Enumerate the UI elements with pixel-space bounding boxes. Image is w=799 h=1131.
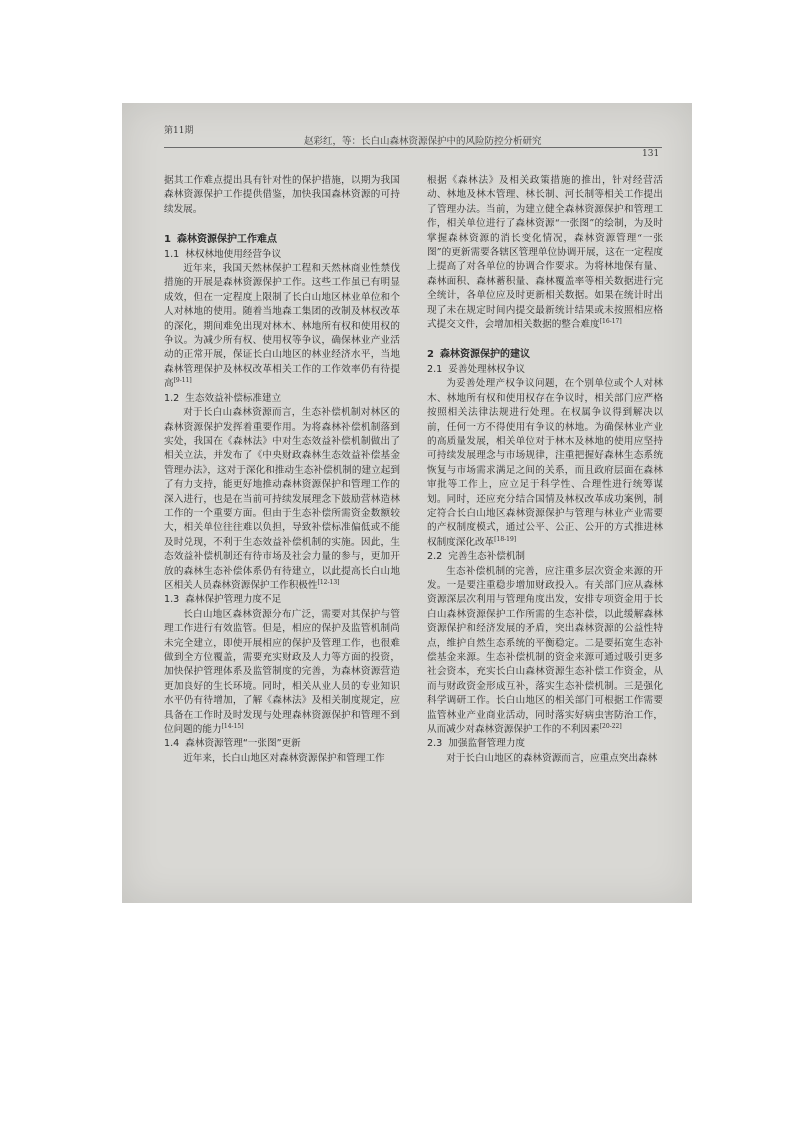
heading-text: 森林资源保护工作难点 [176,234,277,246]
spacer [164,217,400,229]
issue-label: 第11期 [164,126,194,136]
heading-number: 1.2 [164,392,180,404]
paragraph-text: 长白山地区森林资源分布广泛，需要对其保护与管理工作进行有效监管。但是，相应的保护及监管机制尚未完全建立，即使开展相应的保护及管理工作，也很难做到全方位覆盖，需要充实财政及人力等方面的投资，加快保护管理体系及监管制度的完善，为森林资源营造更加良好的生长环境。同时，相关从业人员的专业知识水平仍有待增加，了解《森林法》及相关制度规定，应具备在工作时及时发现与处理森林资源保护和管理不到位问题的能力 [164,608,400,736]
subsection-heading [427,737,663,751]
paragraph-text: 生态补偿机制的完善，应注重多层次资金来源的开发。一是要注重稳步增加财政投入。有关部门应从森林资源深层次利用与管理角度出发，安排专项资金用于长白山森林资源保护工作所需的生态补偿，以此缓解森林资源保护和经济发展的矛盾，突出森林资源的公益性特点，维护自然生态系统的平衡稳定。二是要拓宽生态补偿基金来源。生态补偿机制的资金来源可通过吸引更多社会资本，充实长白山森林资源生态补偿工作资金，从而与财政资金形成互补，落实生态补偿机制。三是强化科学调研工作。长白山地区的相关部门可根据工作需要监管林业产业商业活动，同时落实好病虫害防治工作，从而减少对森林资源保护工作的不利因素 [427,565,663,736]
heading-text: 森林保护管理力度不足 [185,594,282,606]
citation-ref: [9-11] [173,377,192,385]
section-heading [164,233,400,247]
scanned-page [122,103,692,903]
paragraph-text: 据其工作难点提出具有针对性的保护措施，以期为我国森林资源保护工作提供借鉴，加快我国森林资源的可持续发展。 [164,175,400,215]
body-paragraph [164,262,400,392]
header-rule [164,147,662,148]
heading-number: 1.1 [164,248,180,260]
heading-text: 妥善处理林权争议 [448,363,526,375]
heading-number: 2.1 [427,363,443,375]
citation-ref: [18-19] [494,535,517,543]
paragraph-text: 为妥善处理产权争议问题，在个别单位或个人对林木、林地所有权和使用权存在争议时，相关部门应严格按照相关法律法规进行处理。在权属争议得到解决以前，任何一方不得使用有争议的林地。为确保林业产业的高质量发展，相关单位对于林木及林地的使用应坚持可持续发展理念与市场规律，注重把握好森林生态系统恢复与市场需求满足之间的关系，而且政府层面在森林审批等工作上，应立足于科学性、合理性进行统筹谋划。同时，还应充分结合国情及林权改革成功案例，制定符合长白山地区森林资源保护与管理与林业产业需要的产权制度模式，通过公平、公正、公开的方式推进林权制度深化改革 [427,378,663,548]
paragraph-text: 近年来，我国天然林保护工程和天然林商业性禁伐措施的开展是森林资源保护工作。这些工作虽已有明显成效，但在一定程度上限制了长白山地区林业单位和个人对林地的使用。随着当地森工集团的改制及林权改革的深化，期间难免出现对林木、林地所有权和使用权的争议。为减少所有权、使用权等争议，确保林业产业活动的正常开展，保证长白山地区的林业经济水平，当地森林管理保护及林权改革相关工作的工作效率仍有待提高 [164,263,400,390]
body-paragraph [427,565,663,738]
citation-ref: [20-22] [599,723,622,731]
heading-number: 2.2 [427,551,443,563]
heading-number: 1 [164,234,171,246]
right-column [427,174,663,766]
body-paragraph [164,752,400,766]
body-paragraph [427,752,663,766]
heading-number: 2.3 [427,738,443,750]
heading-text: 生态效益补偿标准建立 [185,392,282,404]
left-column [164,174,400,766]
citation-ref: [16-17] [599,318,622,326]
paragraph-text: 近年来，长白山地区对森林资源保护和管理工作 [183,752,385,764]
subsection-heading [427,363,663,377]
subsection-heading [427,550,663,564]
heading-text: 森林资源保护的建议 [439,349,530,361]
body-paragraph [164,406,400,593]
subsection-heading [164,593,400,607]
body-paragraph [164,608,400,738]
running-title: 赵彩红，等：长白山森林资源保护中的风险防控分析研究 [304,136,542,147]
citation-ref: [14-15] [221,723,244,731]
heading-number: 1.3 [164,594,180,606]
section-heading [427,348,663,362]
body-paragraph [427,377,663,550]
subsection-heading [164,248,400,262]
heading-text: 林权林地使用经营争议 [185,248,282,260]
paragraph-text: 对于长白山地区的森林资源而言，应重点突出森林 [446,752,658,764]
paragraph-text: 对于长白山森林资源而言，生态补偿机制对林区的森林资源保护发挥着重要作用。为将森林补偿机制落到实处，我国在《森林法》中对生态效益补偿机制做出了相关立法，并发布了《中央财政森林生态效益补偿基金管理办法》，这对于深化和推动生态补偿机制的建立起到了有力支持，能更好地推动森林资源保护和管理工作的深入进行，也是在当前可持续发展理念下鼓励营林造林工作的一个重要方面。但由于生态补偿所需资金数额较大，相关单位往往难以负担，导致补偿标准偏低或不能及时兑现，不利于生态效益补偿机制的实施。因此，生态效益补偿机制还有待市场及社会力量的参与，更加开放的森林生态补偿体系仍有待建立，以此提高长白山地区相关人员森林资源保护工作积极性 [164,407,400,591]
body-paragraph [427,174,663,332]
citation-ref: [12-13] [317,578,340,586]
heading-number: 2 [427,349,434,361]
subsection-heading [164,392,400,406]
paragraph-text: 根据《森林法》及相关政策措施的推出，针对经营活动、林地及林木管理、林长制、河长制等相关工作提出了管理办法。当前，为建立健全森林资源保护和管理工作，相关单位进行了森林资源“一张图”的绘制，为及时掌握森林资源的消长变化情况，森林资源管理“一张图”的更新需要各辖区管理单位协调开展，这在一定程度上提高了对各单位的协调合作要求。为将林地保有量、森林面积、森林蓄积量、森林覆盖率等相关数据进行完全统计，各单位应及时更新相关数据。如果在统计时出现了未在规定时间内提交最新统计结果或未按照相应格式提交文件，会增加相关数据的整合难度 [427,175,663,331]
page-number: 131 [642,149,660,159]
heading-text: 加强监督管理力度 [448,738,526,750]
subsection-heading [164,737,400,751]
heading-number: 1.4 [164,738,180,750]
body-paragraph [164,174,400,217]
spacer [427,332,663,344]
heading-text: 森林资源管理“一张图”更新 [185,738,301,750]
heading-text: 完善生态补偿机制 [448,551,526,563]
